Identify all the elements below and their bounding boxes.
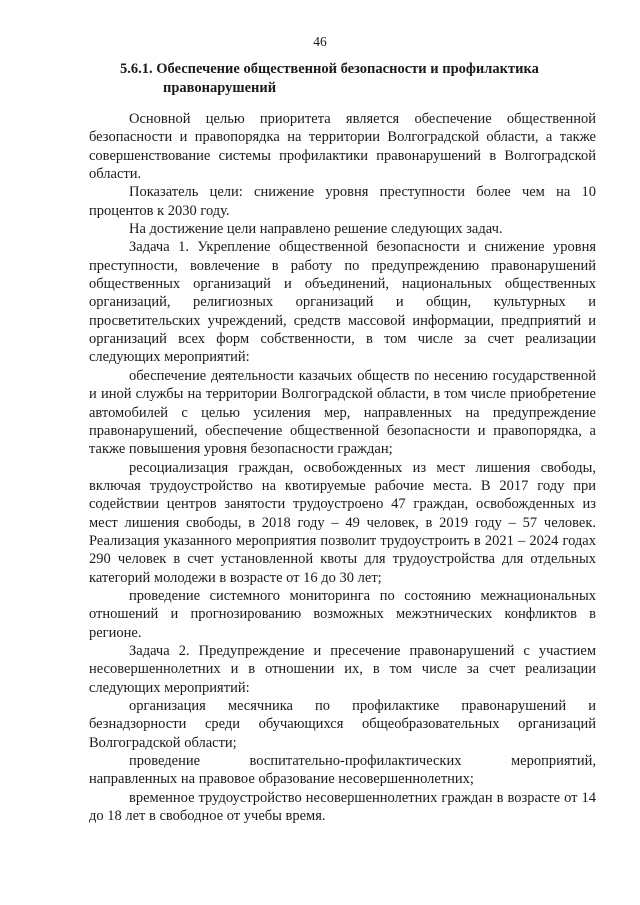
paragraph-tasks-intro: На достижение цели направлено решение следующих задач.: [129, 221, 503, 238]
page-number: 46: [313, 34, 327, 49]
list-item: обеспечение деятельности казачьих обществ по несению государственной и иной службы на территории Волгоградской области, в том числе приобретение автомобилей с целью усиления мер, направленных на предупреждение правонарушений, обеспечение общественной безопасности и правопорядка, а также повышения уровня безопасности граждан;: [89, 367, 596, 458]
section-heading-line-2: правонарушений: [163, 80, 277, 96]
list-item: временное трудоустройство несовершеннолетних граждан в возрасте от 14 до 18 лет в свободное от учебы время.: [89, 789, 596, 825]
document-body: [89, 110, 596, 825]
section-heading: [120, 60, 590, 98]
list-item: организация месячника по профилактике правонарушений и безнадзорности среди обучающихся общеобразовательных организаций Волгоградской области;: [89, 698, 596, 751]
list-item: проведение системного мониторинга по состоянию межнациональных отношений и прогнозированию возможных межэтнических конфликтов в регионе.: [89, 587, 596, 641]
section-heading-line-1: 5.6.1. Обеспечение общественной безопасности и профилактика: [120, 61, 539, 77]
list-item: ресоциализация граждан, освобожденных из мест лишения свободы, включая трудоустройство на квотируемые рабочие места. В 2017 году при содействии центров занятости трудоустроено 47 граждан, освобожденных из мест лишения свободы, в 2018 году – 49 человек, в 2019 году – 57 человек. Реализация указанного мероприятия позволит трудоустроить в 2021 – 2024 годах 290 человек в счет установленной квоты для трудоустройства для отдельных категорий молодежи в возрасте от 16 до 30 лет;: [89, 459, 596, 586]
paragraph-task-1: Задача 1. Укрепление общественной безопасности и снижение уровня преступности, вовлечение в работу по предупреждению правонарушений общественных организаций и объединений, национальных общественных организаций, религиозных организаций и общин, культурных и просветительских учреждений, средств массовой информации, предприятий и организаций всех форм собственности, в том числе за счет реализации следующих мероприятий:: [89, 239, 596, 366]
paragraph-goal: Основной целью приоритета является обеспечение общественной безопасности и правопорядка на территории Волгоградской области, а также совершенствование системы профилактики правонарушений в Волгоградской области.: [89, 111, 596, 183]
list-item: проведение воспитательно-профилактических мероприятий, направленных на правовое образование несовершеннолетних;: [89, 753, 596, 788]
paragraph-task-2: Задача 2. Предупреждение и пресечение правонарушений с участием несовершеннолетних и в отношении их, в том числе за счет реализации следующих мероприятий:: [89, 642, 596, 696]
paragraph-indicator: Показатель цели: снижение уровня преступности более чем на 10 процентов к 2030 году.: [89, 184, 596, 219]
